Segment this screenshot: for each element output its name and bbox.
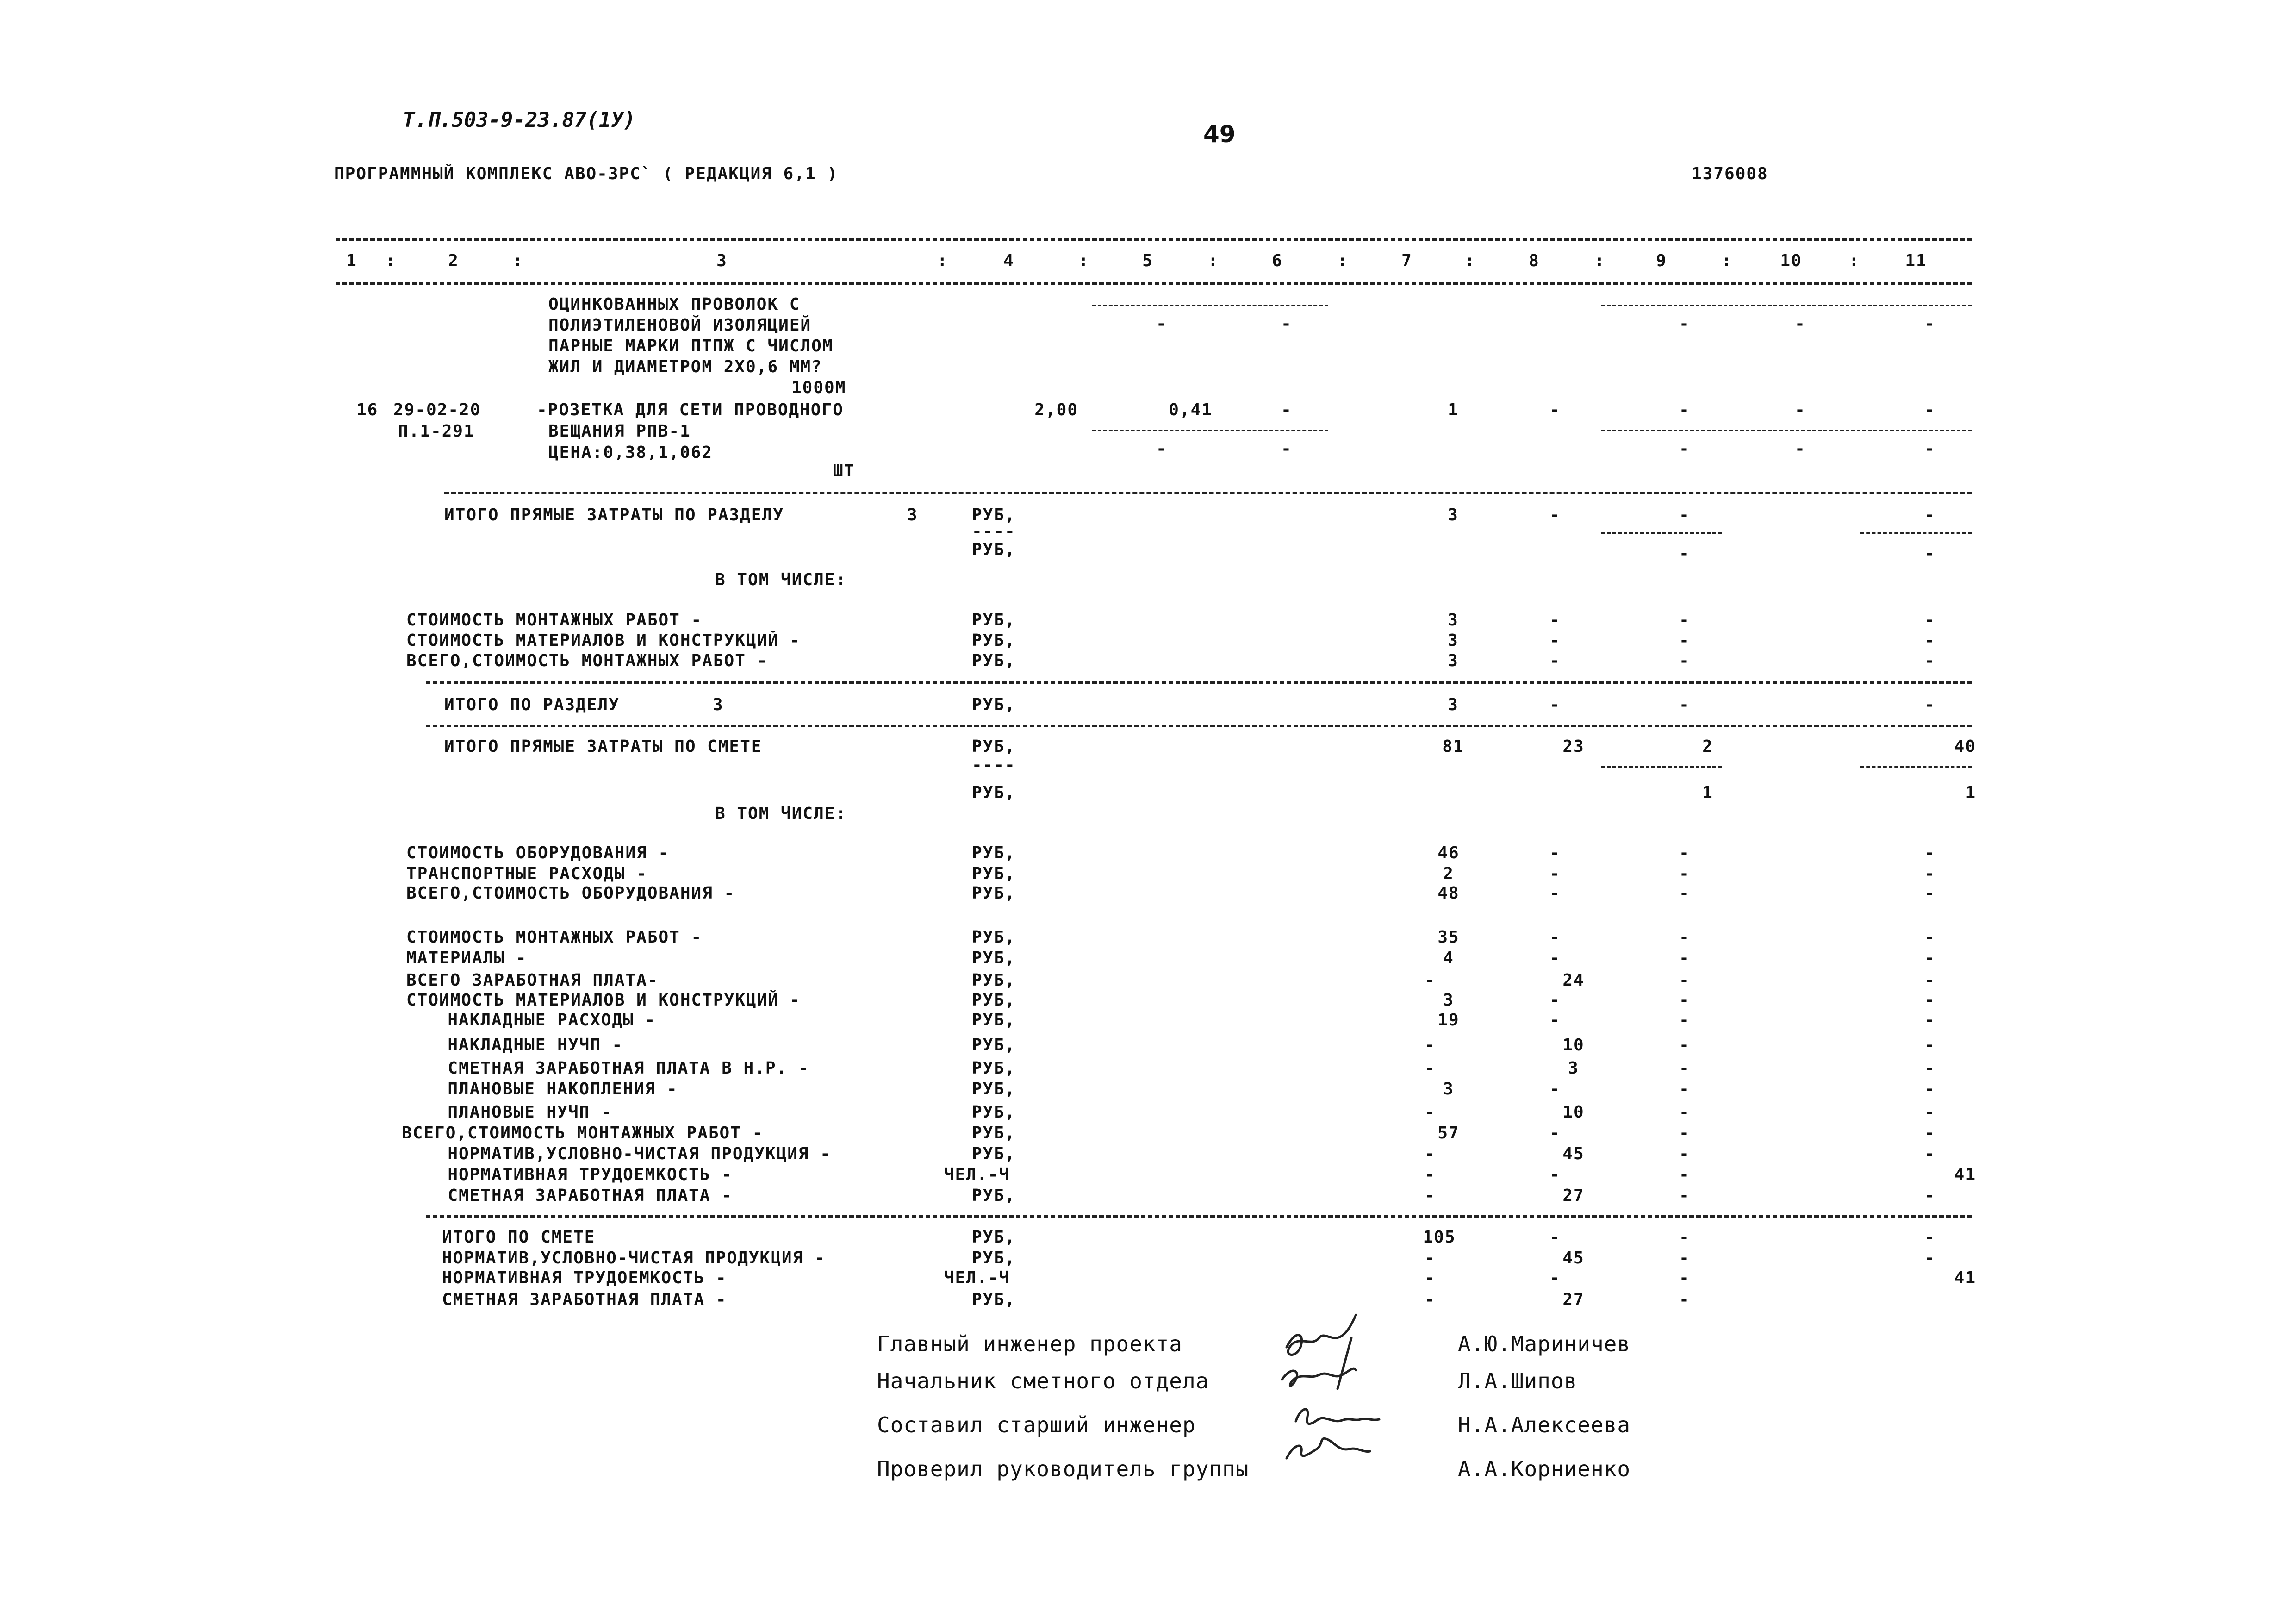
document-id: 1376008 [1692,164,1768,183]
cell-c8: - [1549,1268,1561,1287]
signer-role: Составил старший инженер [877,1412,1196,1437]
row-unit: РУБ, [972,1290,1016,1309]
row-unit: РУБ, [972,1186,1016,1205]
row-unit: РУБ, [972,611,1016,630]
row-label: НОРМАТИВ,УСЛОВНО-ЧИСТАЯ ПРОДУКЦИЯ - [442,1249,826,1268]
row-label: НОРМАТИВ,УСЛОВНО-ЧИСТАЯ ПРОДУКЦИЯ - [426,1144,831,1163]
row-unit: РУБ, [972,1124,1016,1143]
cell-c7: - [1425,971,1436,990]
cell-c9: - [1679,544,1690,563]
cell-c5: - [1156,314,1167,333]
row-unit: РУБ, [972,1249,1016,1268]
cell-c9: - [1679,843,1690,862]
cell-c11: 41 [1954,1268,1976,1287]
row-unit: РУБ, [972,1036,1016,1055]
cell-c11: - [1924,884,1935,903]
item-text-line: ОЦИНКОВАННЫХ ПРОВОЛОК С [548,295,801,314]
cell-c7: 105 [1423,1228,1456,1247]
col-header-5: 5 [1142,251,1153,270]
col-header-6: 6 [1272,251,1283,270]
col-header-11: 11 [1905,251,1927,270]
item-ref: П.1-291 [398,422,475,441]
cell-c7: 3 [1443,991,1454,1010]
cell-c10: - [1795,314,1806,333]
cell-c8: - [1549,1228,1561,1247]
item-quantity: 2,00 [1034,400,1078,419]
cell-c7: 4 [1443,949,1454,968]
cell-c11: - [1924,544,1935,563]
cell-c7: - [1425,1186,1436,1205]
cell-c7: 46 [1437,843,1460,862]
cell-c9: - [1679,971,1690,990]
item-number: 16 [356,400,379,419]
row-label: ТРАНСПОРТНЫЕ РАСХОДЫ - [406,864,647,883]
row-unit: РУБ, [972,884,1016,903]
cell-c8: 27 [1562,1290,1585,1309]
cell-c11: - [1924,611,1935,630]
cell-c9: - [1679,651,1690,670]
table-top-rule [336,238,1972,241]
item-text-line: ПАРНЫЕ МАРКИ ПТПЖ С ЧИСЛОМ [548,337,834,356]
cell-c11: - [1924,631,1935,650]
cell-c9: - [1679,864,1690,883]
cell-c11: - [1924,439,1935,458]
cell-c8: - [1549,949,1561,968]
row-unit: РУБ, [972,991,1016,1010]
section-rule [426,725,1972,727]
cell-c8: - [1549,1011,1561,1030]
cell-c8: - [1549,651,1561,670]
row-label: ИТОГО ПРЯМЫЕ ЗАТРАТЫ ПО РАЗДЕЛУ [444,506,784,525]
row-label: ВСЕГО,СТОИМОСТЬ МОНТАЖНЫХ РАБОТ - [402,1124,764,1143]
cell-c7: - [1425,1144,1436,1163]
cell-c9: - [1679,1011,1690,1030]
cell-c7: 3 [1448,631,1459,650]
cell-c8: - [1549,864,1561,883]
row-label: ВСЕГО,СТОИМОСТЬ МОНТАЖНЫХ РАБОТ - [406,651,768,670]
cell-c9: - [1679,1165,1690,1184]
cell-c9: 2 [1702,737,1713,756]
cell-c11: - [1924,1036,1935,1055]
cell-c9: - [1679,1124,1690,1143]
row-unit: РУБ, [972,864,1016,883]
cell-c8: - [1549,611,1561,630]
item-code: 29-02-20 [393,400,481,419]
cell-c9: - [1679,1268,1690,1287]
cell-c8: - [1549,843,1561,862]
signer-name: А.А.Корниенко [1458,1456,1631,1481]
row-unit: РУБ, [972,631,1016,650]
row-label: НАКЛАДНЫЕ РАСХОДЫ - [426,1011,656,1030]
col-header-10: 10 [1780,251,1802,270]
cell-c11: - [1924,1011,1935,1030]
row-label: ВСЕГО ЗАРАБОТНАЯ ПЛАТА- [406,971,659,990]
cell-c11: - [1924,1186,1935,1205]
row-unit: РУБ, [972,949,1016,968]
row-unit: РУБ, [972,540,1016,559]
cell-c9: - [1679,1228,1690,1247]
signer-role: Главный инженер проекта [877,1331,1182,1356]
col-header-9: 9 [1656,251,1667,270]
cell-c9: - [1679,884,1690,903]
cell-c11: 1 [1965,783,1976,802]
row-unit: РУБ, [972,1080,1016,1099]
cell-c8: - [1549,1124,1561,1143]
col-header-4: 4 [1003,251,1014,270]
section-number: 3 [713,695,724,714]
cell-c9: - [1679,695,1690,714]
item-text-line: ЦЕНА:0,38,1,062 [548,443,713,462]
cell-c7: 3 [1443,1080,1454,1099]
item-text-line: ВЕЩАНИЯ РПВ-1 [548,422,691,441]
item-text-line: -РОЗЕТКА ДЛЯ СЕТИ ПРОВОДНОГО [537,400,844,419]
page-number: 49 [1203,121,1236,148]
signer-name: Л.А.Шипов [1458,1368,1578,1393]
signer-role: Проверил руководитель группы [877,1456,1249,1481]
cell-c8: - [1549,400,1561,419]
cell-c9: - [1679,991,1690,1010]
row-label: ИТОГО ПРЯМЫЕ ЗАТРАТЫ ПО СМЕТЕ [444,737,762,756]
column-header-rule [336,282,1972,285]
program-title: ПРОГРАММНЫЙ КОМПЛЕКС АВО-ЗРС` ( РЕДАКЦИЯ 6,1 ) [334,164,838,183]
cell-c9: - [1679,1290,1690,1309]
cell-c7: 3 [1448,695,1459,714]
row-label: СМЕТНАЯ ЗАРАБОТНАЯ ПЛАТА В Н.Р. - [426,1059,809,1078]
col-header-3: 3 [716,251,728,270]
section-rule [426,1215,1972,1218]
col-header-8: 8 [1529,251,1540,270]
cell-c7: 3 [1448,506,1459,525]
cell-c7: 57 [1437,1124,1460,1143]
doc-code: Т.П.503-9-23.87(1У) [403,108,636,132]
cell-c7: 3 [1448,651,1459,670]
row-label: СТОИМОСТЬ МОНТАЖНЫХ РАБОТ - [406,928,703,947]
cell-c9: - [1679,1103,1690,1122]
col-header-1: 1 [346,251,357,270]
row-label: ИТОГО ПО СМЕТЕ [442,1228,596,1247]
cell-c7: - [1425,1268,1436,1287]
cell-c11: - [1924,949,1935,968]
cell-c7: - [1425,1290,1436,1309]
cell-c8: - [1549,631,1561,650]
row-label: ВСЕГО,СТОИМОСТЬ ОБОРУДОВАНИЯ - [406,884,735,903]
item-text-line: ЖИЛ И ДИАМЕТРОМ 2Х0,6 ММ? [548,357,822,376]
cell-c7: 19 [1437,1011,1460,1030]
item-price: 0,41 [1169,400,1213,419]
cell-c8: - [1549,695,1561,714]
cell-c10: - [1795,439,1806,458]
cell-c11: - [1924,843,1935,862]
cell-c8: 10 [1562,1036,1585,1055]
row-unit: РУБ, [972,1059,1016,1078]
cell-c11: - [1924,651,1935,670]
signer-name: А.Ю.Мариничев [1458,1331,1631,1356]
cell-c8: - [1549,991,1561,1010]
cell-c7: 2 [1443,864,1454,883]
cell-c7: 1 [1448,400,1459,419]
cell-c11: - [1924,1124,1935,1143]
cell-c11: - [1924,1228,1935,1247]
row-label: СТОИМОСТЬ МАТЕРИАЛОВ И КОНСТРУКЦИЙ - [406,631,801,650]
cell-c9: - [1679,611,1690,630]
row-unit: РУБ, [972,971,1016,990]
row-unit: РУБ, [972,695,1016,714]
cell-c7: - [1425,1103,1436,1122]
row-unit: ЧЕЛ.-Ч [944,1165,1010,1184]
cell-c8: 24 [1562,971,1585,990]
row-label: НОРМАТИВНАЯ ТРУДОЕМКОСТЬ - [426,1165,733,1184]
cell-c7: 48 [1437,884,1460,903]
cell-c9: 1 [1702,783,1713,802]
section-rule [444,492,1972,494]
cell-c11: 41 [1954,1165,1976,1184]
cell-c11: - [1924,1249,1935,1268]
cell-c5: - [1156,439,1167,458]
section-number: 3 [907,506,918,525]
cell-c11: - [1924,1080,1935,1099]
cell-c7: 81 [1442,737,1464,756]
subheading: В ТОМ ЧИСЛЕ: [715,570,847,589]
row-unit: РУБ, [972,1228,1016,1247]
section-rule [426,681,1972,684]
cell-c9: - [1679,506,1690,525]
cell-c9: - [1679,1080,1690,1099]
cell-c9: - [1679,400,1690,419]
row-unit: РУБ, [972,1144,1016,1163]
cell-c11: - [1924,1103,1935,1122]
cell-c9: - [1679,949,1690,968]
cell-c6: - [1281,439,1292,458]
row-label: СМЕТНАЯ ЗАРАБОТНАЯ ПЛАТА - [426,1186,733,1205]
signer-role: Начальник сметного отдела [877,1368,1209,1393]
row-unit: ЧЕЛ.-Ч [944,1268,1010,1287]
handwritten-signatures [1268,1310,1416,1458]
row-unit: РУБ, [972,1011,1016,1030]
cell-c11: 40 [1954,737,1976,756]
cell-c7: - [1425,1059,1436,1078]
cell-c8: 45 [1562,1144,1585,1163]
cell-c8: 45 [1562,1249,1585,1268]
row-label: ПЛАНОВЫЕ НУЧП - [426,1103,612,1122]
cell-c9: - [1679,1186,1690,1205]
cell-c11: - [1924,695,1935,714]
cell-c8: 3 [1568,1059,1579,1078]
subheading: В ТОМ ЧИСЛЕ: [715,804,847,823]
cell-c6: - [1281,314,1292,333]
row-label: МАТЕРИАЛЫ - [406,949,527,968]
row-unit: РУБ, [972,737,1016,756]
row-label: СМЕТНАЯ ЗАРАБОТНАЯ ПЛАТА - [442,1290,727,1309]
cell-c9: - [1679,928,1690,947]
row-unit: РУБ, [972,651,1016,670]
item-text-line: ПОЛИЭТИЛЕНОВОЙ ИЗОЛЯЦИЕЙ [548,316,812,335]
row-unit: РУБ, [972,1103,1016,1122]
row-label: НОРМАТИВНАЯ ТРУДОЕМКОСТЬ - [442,1268,727,1287]
signer-name: Н.А.Алексеева [1458,1412,1631,1437]
col-header-2: 2 [448,251,459,270]
cell-c11: - [1924,314,1935,333]
cell-c9: - [1679,1059,1690,1078]
col-header-7: 7 [1401,251,1412,270]
row-unit: РУБ, [972,843,1016,862]
cell-c11: - [1924,928,1935,947]
cell-c11: - [1924,864,1935,883]
cell-c8: 10 [1562,1103,1585,1122]
cell-c11: - [1924,971,1935,990]
cell-c11: - [1924,400,1935,419]
cell-c7: - [1425,1036,1436,1055]
cell-c11: - [1924,1059,1935,1078]
row-unit: РУБ, [972,928,1016,947]
cell-c8: 23 [1562,737,1585,756]
cell-c9: - [1679,439,1690,458]
row-unit: РУБ, [972,506,1016,525]
cell-c10: - [1795,400,1806,419]
cell-c11: - [1924,1144,1935,1163]
row-label: СТОИМОСТЬ МОНТАЖНЫХ РАБОТ - [406,611,703,630]
row-label: НАКЛАДНЫЕ НУЧП - [426,1036,623,1055]
cell-c9: - [1679,1144,1690,1163]
row-label: ПЛАНОВЫЕ НАКОПЛЕНИЯ - [426,1080,678,1099]
item-unit: ШТ [833,462,855,481]
cell-c8: 27 [1562,1186,1585,1205]
cell-c7: 3 [1448,611,1459,630]
row-label: СТОИМОСТЬ МАТЕРИАЛОВ И КОНСТРУКЦИЙ - [406,991,801,1010]
cell-c8: - [1549,506,1561,525]
cell-c7: - [1425,1165,1436,1184]
cell-c11: - [1924,991,1935,1010]
cell-c8: - [1549,1165,1561,1184]
cell-c8: - [1549,884,1561,903]
row-label: СТОИМОСТЬ ОБОРУДОВАНИЯ - [406,843,670,862]
cell-c11: - [1924,506,1935,525]
cell-c9: - [1679,1036,1690,1055]
cell-c6: - [1281,400,1292,419]
cell-c7: - [1425,1249,1436,1268]
item-unit: 1000М [791,378,846,397]
cell-c8: - [1549,1080,1561,1099]
cell-c9: - [1679,631,1690,650]
cell-c9: - [1679,1249,1690,1268]
cell-c7: 35 [1437,928,1460,947]
row-label: ИТОГО ПО РАЗДЕЛУ [444,695,620,714]
row-unit: РУБ, [972,783,1016,802]
cell-c8: - [1549,928,1561,947]
cell-c9: - [1679,314,1690,333]
